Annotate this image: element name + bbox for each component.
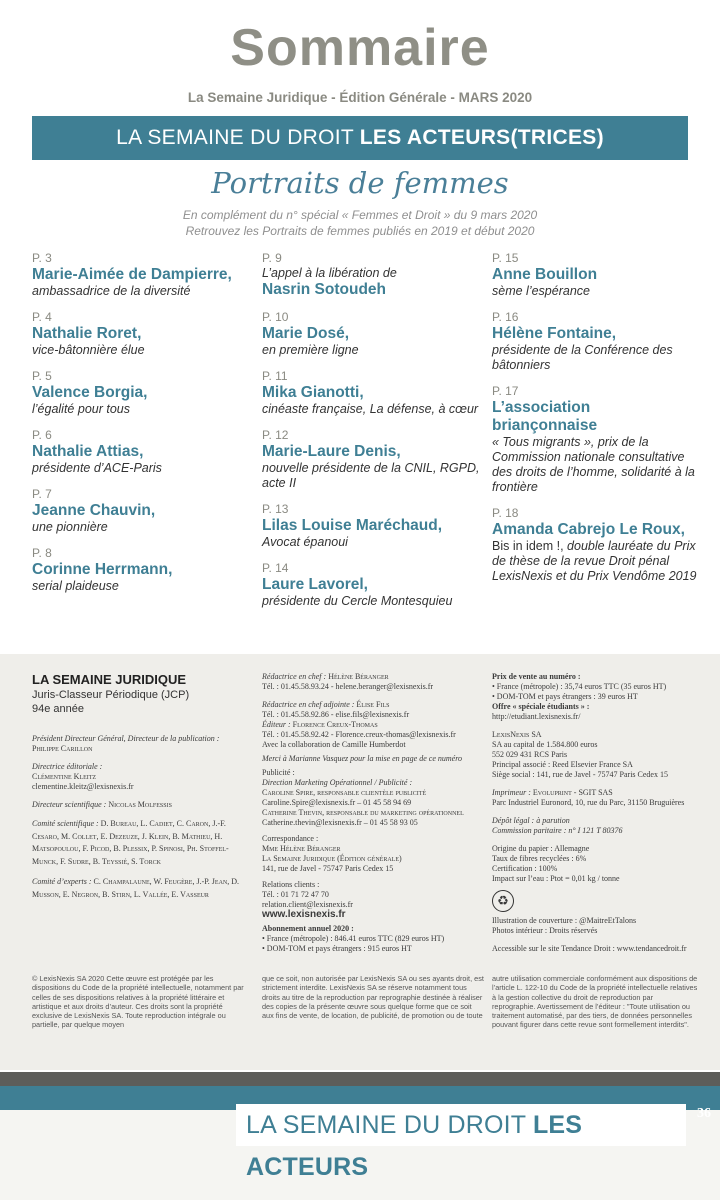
toc-entry[interactable] [492,309,698,373]
toc-entry[interactable] [262,368,484,417]
entry-name: Marie-Aimée de Dampierre, [32,266,232,283]
page-ref: P. 17 [492,384,519,398]
page-ref: P. 9 [262,251,282,265]
toc-entry[interactable] [492,505,698,584]
legal-text-1: © LexisNexis SA 2020 Cette œuvre est protégée par les dispositions du Code de la propriété intellectuelle, notamment par celles de ses dispositions relatives à la propriété littéraire et artistique et aux droits d’auteur. Ces droits sont la propriété exclusive de LexisNexis SA. Toute reproduction intégrale ou partielle, par quelque moyen [32,974,244,1030]
section-intro [0,207,720,239]
collab: Avec la collaboration de Camille Humberdot [262,740,406,749]
page-ref: P. 8 [32,546,52,560]
entry-desc: l’égalité pour tous [32,402,130,416]
merci: Merci à Marianne Vasquez pour la mise en page de ce numéro [262,754,463,763]
abo-label: Abonnement annuel 2020 : [262,924,354,933]
entry-name: Nasrin Sotoudeh [262,281,387,298]
entry-desc: « Tous migrants », prix de la Commission nationale consultative des droits de l’homme, solidarité à la frontière [492,435,695,494]
entry-name: Jeanne Chauvin, [32,502,156,519]
page-ref: P. 16 [492,310,519,324]
entry-name: Hélène Fontaine, [492,325,617,342]
toc-entry[interactable] [262,560,484,609]
entry-desc: cinéaste française, La défense, à cœur [262,402,479,416]
rel-email[interactable]: relation.client@lexisnexis.fr [262,900,353,909]
toc-entry[interactable] [492,383,698,495]
prix-label: Prix de vente au numéro : [492,672,581,681]
page-ref: P. 10 [262,310,289,324]
toc-entry[interactable] [262,250,484,299]
company-siege: Siège social : 141, rue de Javel - 75747 Paris Cedex 15 [492,770,668,779]
recycling-icon: ♻ [492,890,514,912]
pub-dir: Direction Marketing Opérationnel / Publicité : [262,778,413,787]
editeur-tel: Tél. : 01.45.58.92.42 - Florence.creux-thomas@lexisnexis.fr [262,730,456,739]
toc-column-1 [32,250,254,604]
impact: Impact sur l’eau : Ptot = 0,01 kg / tonne [492,874,620,883]
banner-prefix: LA SEMAINE DU DROIT [116,126,360,149]
offre-label: Offre « spéciale étudiants » : [492,702,590,711]
prix-line: • France (métropole) : 35,74 euros TTC (35 euros HT) [492,682,667,691]
entry-name: Marie Dosé, [262,325,350,342]
entry-desc: présidente de la Conférence des bâtonniers [492,343,673,372]
masthead-column [32,672,252,901]
entry-desc: serial plaideuse [32,579,119,593]
chef-tel: Tél. : 01.45.58.93.24 - helene.beranger@lexisnexis.fr [262,682,434,691]
entry-name: Valence Borgia, [32,384,148,401]
page-ref: P. 18 [492,506,519,520]
toc-entry[interactable] [32,427,254,476]
page-ref: P. 14 [262,561,289,575]
offre-url[interactable]: http://etudiant.lexisnexis.fr/ [492,712,581,721]
corr-journal: La Semaine Juridique (Édition générale) [262,854,402,863]
page-number: 36 [697,1106,711,1121]
toc-entry[interactable] [262,501,484,550]
page-ref: P. 6 [32,428,52,442]
entry-name: Amanda Cabrejo Le Roux, [492,521,685,538]
page-ref: P. 5 [32,369,52,383]
chef-name: Hélène Béranger [328,672,389,681]
imp-addr: Parc Industriel Euronord, 10, rue du Parc, 31150 Bruguières [492,798,685,807]
section-banner [32,116,688,160]
footer-bold: LES ACTEURS [246,1111,583,1181]
editeur-label: Éditeur : [262,720,291,729]
toc-column-3 [492,250,698,594]
pub-contact2: Catherine.thevin@lexisnexis.fr – 01 45 58 93 05 [262,818,418,827]
entry-desc: présidente d’ACE-Paris [32,461,162,475]
photos: Photos intérieur : Droits réservés [492,926,598,935]
toc-entry[interactable] [492,250,698,299]
adj-tel: Tél. : 01.45.58.92.86 - elise.fils@lexisnexis.fr [262,710,410,719]
dir-name: Clémentine Kleitz [32,772,97,781]
toc-entry[interactable] [32,309,254,358]
journal-year: 94e année [32,703,84,715]
corr-addr: 141, rue de Javel - 75747 Paris Cedex 15 [262,864,394,873]
corr-label: Correspondance : [262,834,319,843]
desc-rest: double lauréate du Prix de thèse de la revue Droit pénal LexisNexis et du Prix Vendôme 2019 [492,539,697,583]
comite-sci-label: Comité scientifique : [32,819,99,828]
toc-entry[interactable] [32,250,254,299]
banner-bold: LES ACTEURS(TRICES) [359,126,604,149]
sci-name: Nicolas Molfessis [108,800,172,809]
journal-title: LA SEMAINE JURIDIQUE [32,672,187,687]
sci-label: Directeur scientifique : [32,800,107,809]
origine: Origine du papier : Allemagne [492,844,590,853]
page-ref: P. 15 [492,251,519,265]
entry-desc [492,539,698,584]
toc-entry[interactable] [32,545,254,594]
entry-name: Nathalie Attias, [32,443,144,460]
entry-name: Nathalie Roret, [32,325,142,342]
publication-subtitle: La Semaine Juridique - Édition Générale - MARS 2020 [187,90,533,105]
pub-label: Publicité : [262,768,295,777]
entry-name: L’association briançonnaise [492,399,598,434]
site-link[interactable]: Accessible sur le site Tendance Droit : www.tendancedroit.fr [492,944,687,953]
legal-text-2: que ce soit, non autorisée par LexisNexis SA ou ses ayants droit, est strictement interdite. LexisNexis SA se réserve notamment tous droits au titre de la reproduction par reprographie destinée à réaliser des copies de la présente œuvre sous quelque forme que ce soit aux fins de vente, de location, de publicité, de promotion ou de toute [262,974,484,1021]
company-name: LexisNexis SA [492,730,542,739]
toc-column-2 [262,250,484,619]
entry-name: Mika Gianotti, [262,384,364,401]
imp-label: Imprimeur : [492,788,531,797]
entry-name: Anne Bouillon [492,266,598,283]
pdg-name: Philippe Carillon [32,744,93,753]
legal-text-3: autre utilisation commerciale conformément aux dispositions de l’article L. 122-10 du Code de la propriété intellectuelle relatives à la gestion collective du droit de reproduction par reprographie. Avertissement de l’éditeur : "Toute utilisation ou traitement automatisé, par des tiers, de données personnelles pouvant figurer dans cette revue sont formellement interdits". [492,974,698,1030]
website-link[interactable]: www.lexisnexis.fr [262,909,346,920]
toc-entry[interactable] [262,309,484,358]
company-capital: SA au capital de 1.584.800 euros [492,740,598,749]
entry-desc: nouvelle présidente de la CNIL, RGPD, acte II [262,461,480,490]
page-ref: P. 3 [32,251,52,265]
comite-sci-list: D. Bureau, L. Cadiet, C. Caron, J.-F. Cesaro, M. Collet, E. Dezeuze, J. Klein, B. Mathieu, H. Matsopoulou, F. Picod, B. Plessix, P. Spinosi, Ph. Stoffel-Munck, F. Sudre, B. Teyssié, S. Torck [32,819,229,866]
taux: Taux de fibres recyclées : 6% [492,854,587,863]
pub-name1: Caroline Spire, responsable clientèle publicité [262,788,427,797]
rel-label: Relations clients : [262,880,320,889]
chef-label: Rédactrice en chef : [262,672,327,681]
entry-desc: ambassadrice de la diversité [32,284,191,298]
abo-line: • France (métropole) : 846.41 euros TTC (829 euros HT) [262,934,445,943]
certif: Certification : 100% [492,864,558,873]
entry-name: Laure Lavorel, [262,576,368,593]
rel-tel: Tél. : 01 71 72 47 70 [262,890,329,899]
adj-label: Rédactrice en chef adjointe : [262,700,355,709]
pricing-column [492,672,698,954]
bottom-dark-bar [0,1072,720,1086]
running-footer [236,1104,686,1181]
entry-desc: L’appel à la libération de [262,266,397,280]
entry-name: Corinne Herrmann, [32,561,173,578]
commission: Commission paritaire : n° I 121 T 80376 [492,826,623,835]
entry-desc: une pionnière [32,520,108,534]
depot: Dépôt légal : à parution [492,816,570,825]
intro-line: En complément du n° spécial « Femmes et Droit » du 9 mars 2020 [182,208,538,222]
journal-subtitle: Juris-Classeur Périodique (JCP) [32,689,190,701]
intro-line: Retrouvez les Portraits de femmes publiés en 2019 et début 2020 [185,224,535,238]
entry-desc: sème l’espérance [492,284,590,298]
entry-desc: vice-bâtonnière élue [32,343,145,357]
pdg-label: Président Directeur Général, Directeur de la publication : [32,734,220,743]
prix-line: • DOM-TOM et pays étrangers : 39 euros HT [492,692,638,701]
entry-name: Lilas Louise Maréchaud, [262,517,443,534]
editeur-name: Florence Creux-Thomas [292,720,378,729]
toc-entry[interactable] [262,427,484,491]
adj-name: Élise Fils [356,700,390,709]
toc-entry[interactable] [32,368,254,417]
page-ref: P. 12 [262,428,289,442]
entry-name: Marie-Laure Denis, [262,443,401,460]
illustr: Illustration de couverture : @MaitreEtTalons [492,916,637,925]
comite-exp-list: C. Champalaune, W. Feugère, J.-P. Jean, D. Musson, E. Negron, B. Stirn, L. Vallée, E. Vasseur [32,877,240,899]
redaction-column [262,672,484,954]
company-assoc: Principal associé : Reed Elsevier France SA [492,760,633,769]
page-ref: P. 4 [32,310,52,324]
page-ref: P. 7 [32,487,52,501]
comite-exp-label: Comité d’experts : [32,877,92,886]
entry-desc: Avocat épanoui [262,535,348,549]
pub-contact1: Caroline.Spire@lexisnexis.fr – 01 45 58 94 69 [262,798,412,807]
entry-desc: en première ligne [262,343,359,357]
footer-prefix: LA SEMAINE DU DROIT [246,1111,533,1139]
toc-entry[interactable] [32,486,254,535]
page-ref: P. 13 [262,502,289,516]
company-rcs: 552 029 431 RCS Paris [492,750,568,759]
desc-lead: Bis in idem !, [492,539,564,553]
abo-line: • DOM-TOM et pays étrangers : 915 euros HT [262,944,412,953]
page-title: Sommaire [230,19,490,77]
dir-email[interactable]: clementine.kleitz@lexisnexis.fr [32,782,134,791]
section-title: Portraits de femmes [211,166,509,200]
dir-label: Directrice éditoriale : [32,762,103,771]
pub-name2: Catherine Thevin, responsable du marketing opérationnel [262,808,464,817]
imp-name: Evoluprint - SGIT SAS [532,788,613,797]
page-ref: P. 11 [262,369,288,383]
entry-desc: présidente du Cercle Montesquieu [262,594,453,608]
corr-name: Mme Hélène Béranger [262,844,341,853]
